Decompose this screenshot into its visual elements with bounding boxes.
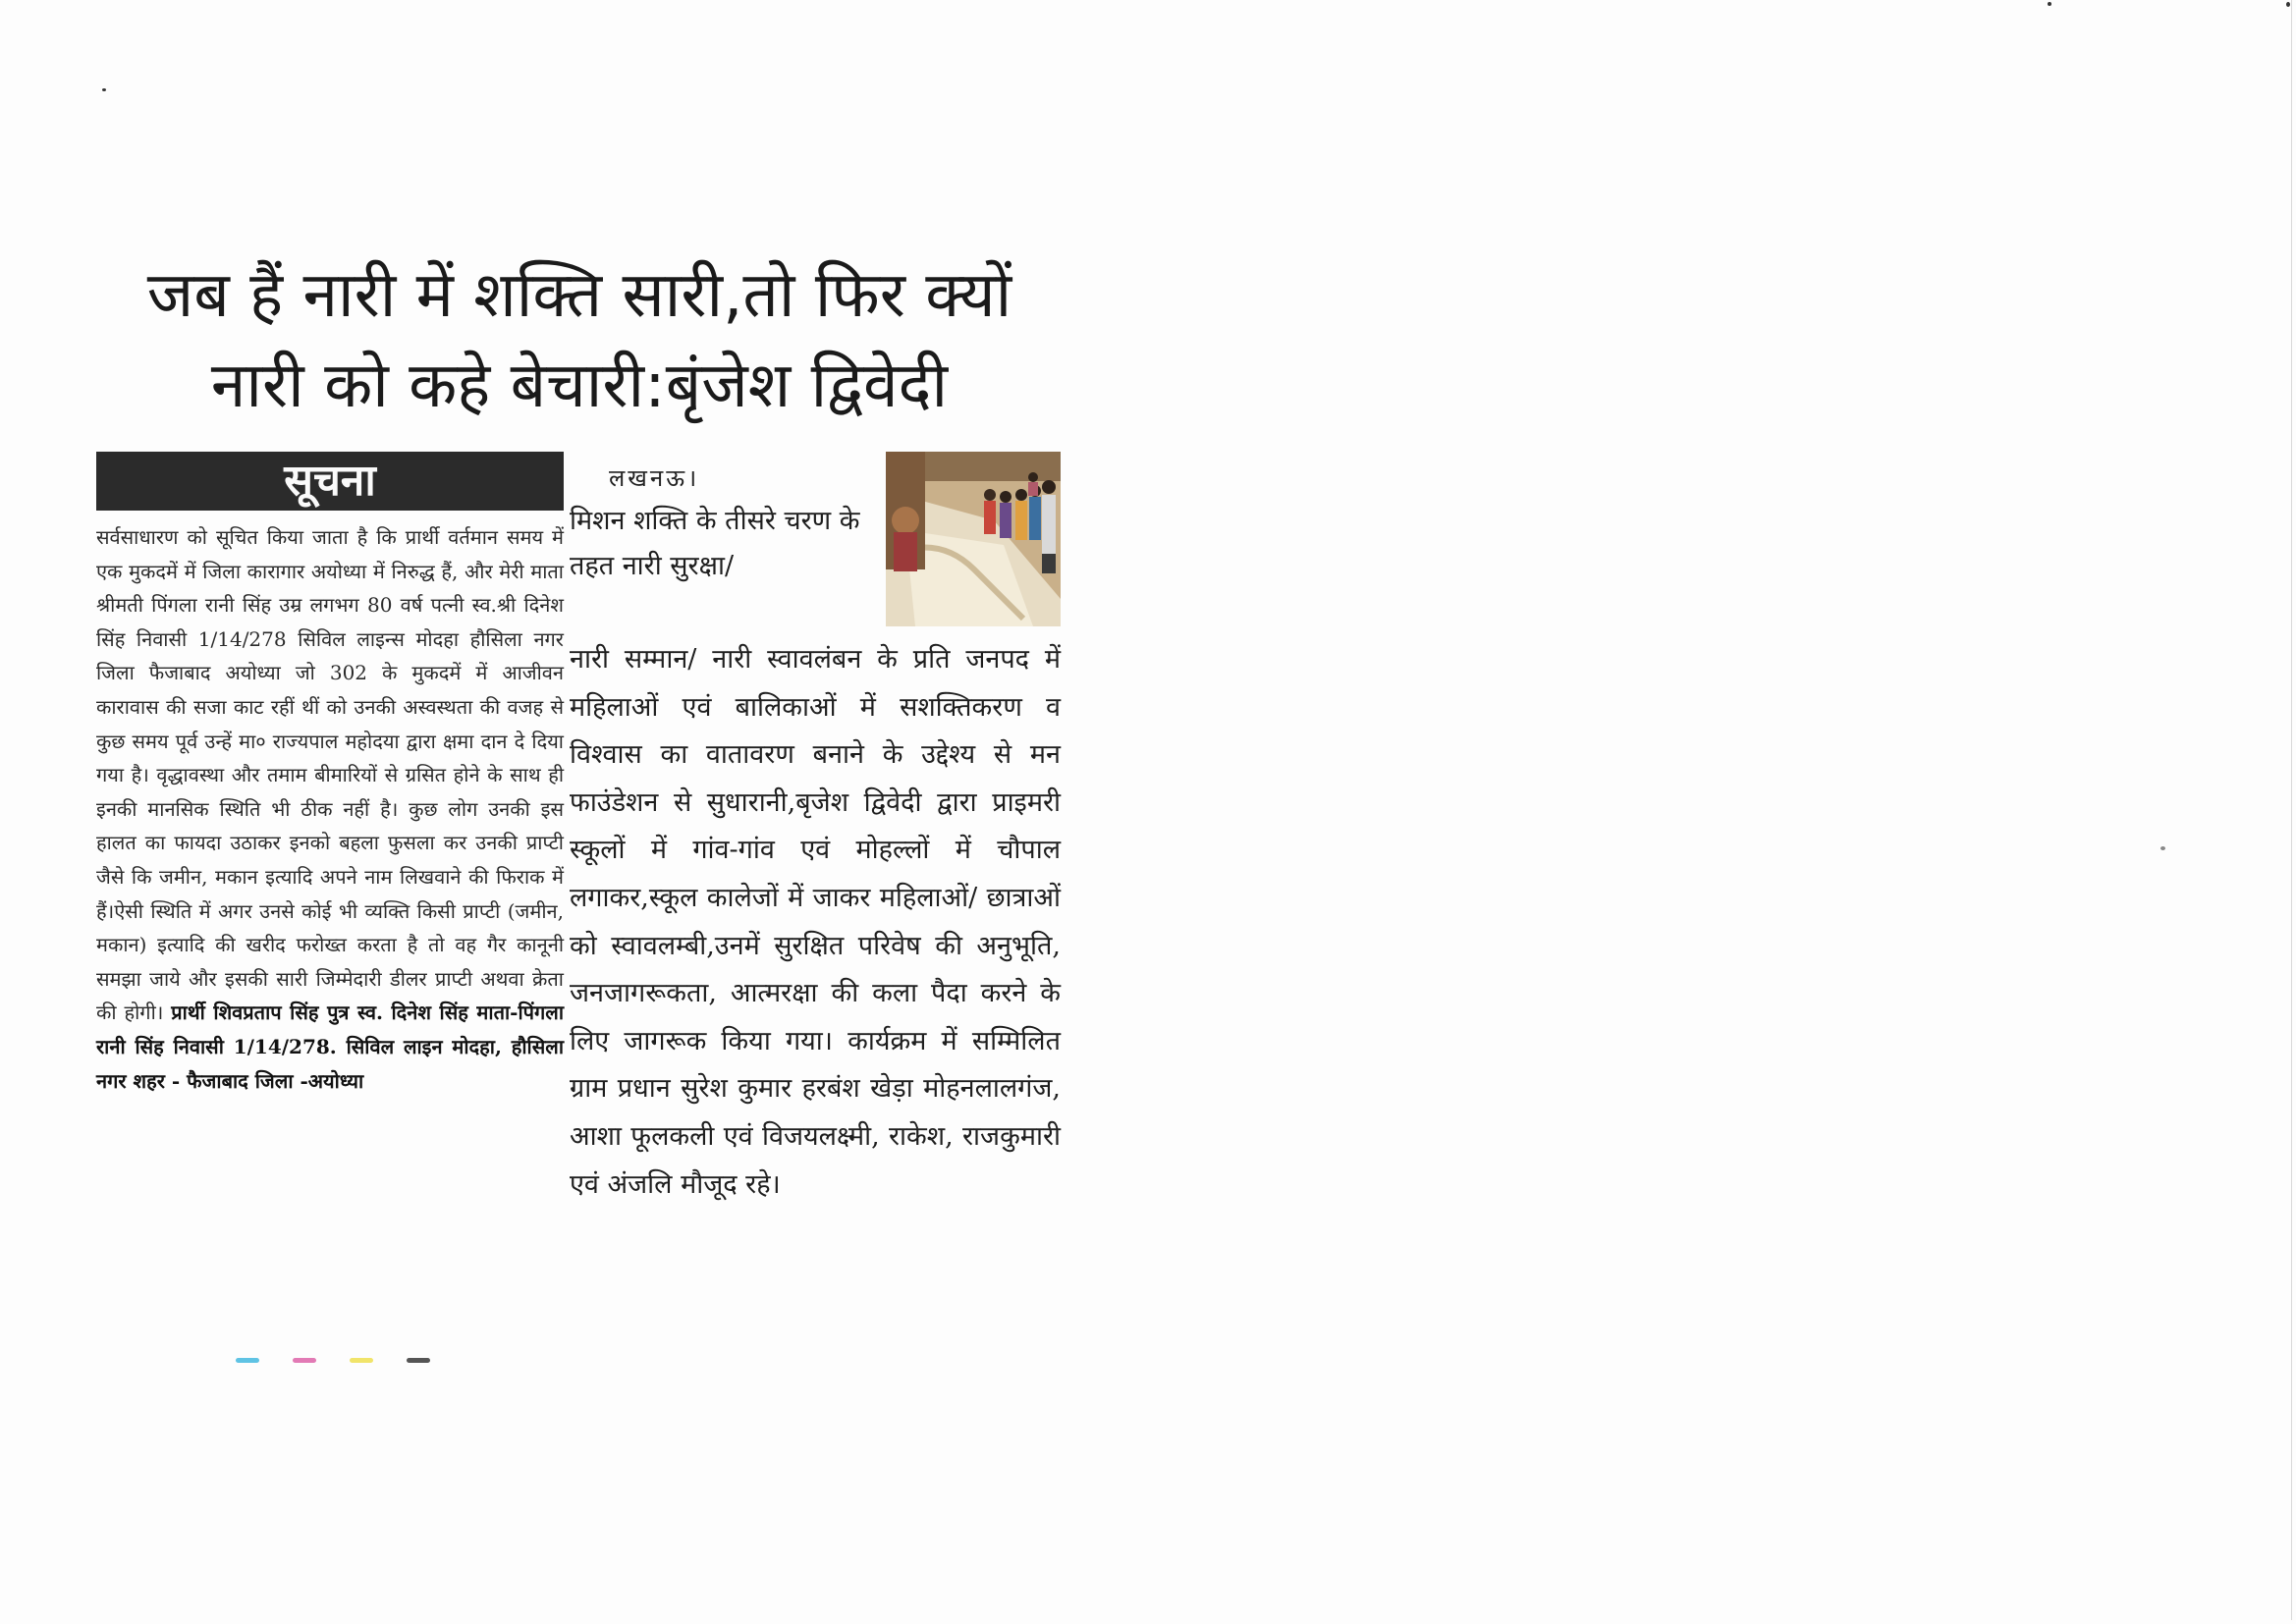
scan-speck <box>2286 2 2290 7</box>
notice-text: सर्वसाधारण को सूचित किया जाता है कि प्रार्थी वर्तमान समय में एक मुकदमें में जिला कारागार अयोध्या में निरुद्ध हैं, और मेरी माता श्रीमती पिंगला रानी सिंह उम्र लगभग 80 वर्ष पत्नी स्व.श्री दिनेश सिंह निवासी 1/14/278 सिविल लाइन्स मोदहा हौसिला नगर जिला फैजाबाद अयोध्या जो 302 के मुकदमें में आजीवन कारावास की सजा काट रहीं थीं को उनकी अस्वस्थता की वजह से कुछ समय पूर्व उन्हें मा० राज्यपाल महोदया द्वारा क्षमा दान दे दिया गया है। वृद्धावस्था और तमाम बीमारियों से ग्रसित होने के साथ ही इनकी मानसिक स्थिति भी ठीक नहीं है। कुछ लोग उनकी इस हालत का फायदा उठाकर इनको बहला फुसला कर उनकी प्राप्टी जैसे कि जमीन, मकान इत्यादि अपने नाम लिखवाने की फिराक में हैं।ऐसी स्थिति में अगर उनसे कोई भी व्यक्ति किसी प्राप्टी (जमीन, मकान) इत्यादि की खरीद फरोख्त करता है तो वह गैर कानूनी समझा जाये और इसकी सारी जिम्मेदारी डीलर प्राप्टी अथवा क्रेता की होगी। <box>96 525 564 1025</box>
public-notice <box>96 452 564 1098</box>
printer-registration-marks <box>236 1358 452 1366</box>
event-photo <box>886 452 1061 626</box>
notice-signature: प्रार्थी शिवप्रताप सिंह पुत्र स्व. दिनेश सिंह माता-पिंगला रानी सिंह निवासी 1/14/278. सिविल लाइन मोदहा, हौसिला नगर शहर - फैजाबाद जिला -अयोध्या <box>96 1001 564 1093</box>
notice-body <box>96 520 564 1098</box>
news-lead: मिशन शक्ति के तीसरे चरण के तहत नारी सुरक्षा/ <box>570 506 860 581</box>
scan-speck <box>102 88 106 91</box>
headline <box>88 250 1070 431</box>
notice-banner: सूचना <box>96 452 564 511</box>
dateline: लखनऊ। <box>609 464 700 492</box>
news-body: नारी सम्मान/ नारी स्वावलंबन के प्रति जनपद में महिलाओं एवं बालिकाओं में सशक्तिकरण व विश्वास का वातावरण बनाने के उद्देश्य से मन फाउंडेशन से सुधारानी,बृजेश द्विवेदी द्वारा प्राइमरी स्कूलों में गांव-गांव एवं मोहल्लों में चौपाल लगाकर,स्कूल कालेजों में जाकर महिलाओं/ छात्राओं को स्वावलम्बी,उनमें सुरक्षित परिवेष की अनुभूति, जनजागरूकता, आत्मरक्षा की कला पैदा करने के लिए जागरूक किया गया। कार्यक्रम में सम्मिलित ग्राम प्रधान सुरेश कुमार हरबंश खेड़ा मोहनलालगंज, आशा फूलकली एवं विजयलक्ष्मी, राकेश, राजकुमारी एवं अंजलि मौजूद रहे। <box>570 644 1061 1200</box>
headline-line-1: जब हैं नारी में शक्ति सारी,तो फिर क्यों <box>146 259 1012 332</box>
registration-mark-magenta <box>293 1358 316 1363</box>
scan-speck <box>2160 846 2165 850</box>
newspaper-clipping <box>88 250 1070 1370</box>
registration-mark-cyan <box>236 1358 259 1363</box>
scan-edge <box>2291 0 2292 1620</box>
registration-mark-black <box>407 1358 430 1363</box>
scan-speck <box>2048 2 2051 6</box>
headline-line-2: नारी को कहे बेचारी:बृंजेश द्विवेदी <box>210 350 949 422</box>
registration-mark-yellow <box>350 1358 373 1363</box>
event-photo-image <box>886 452 1061 626</box>
